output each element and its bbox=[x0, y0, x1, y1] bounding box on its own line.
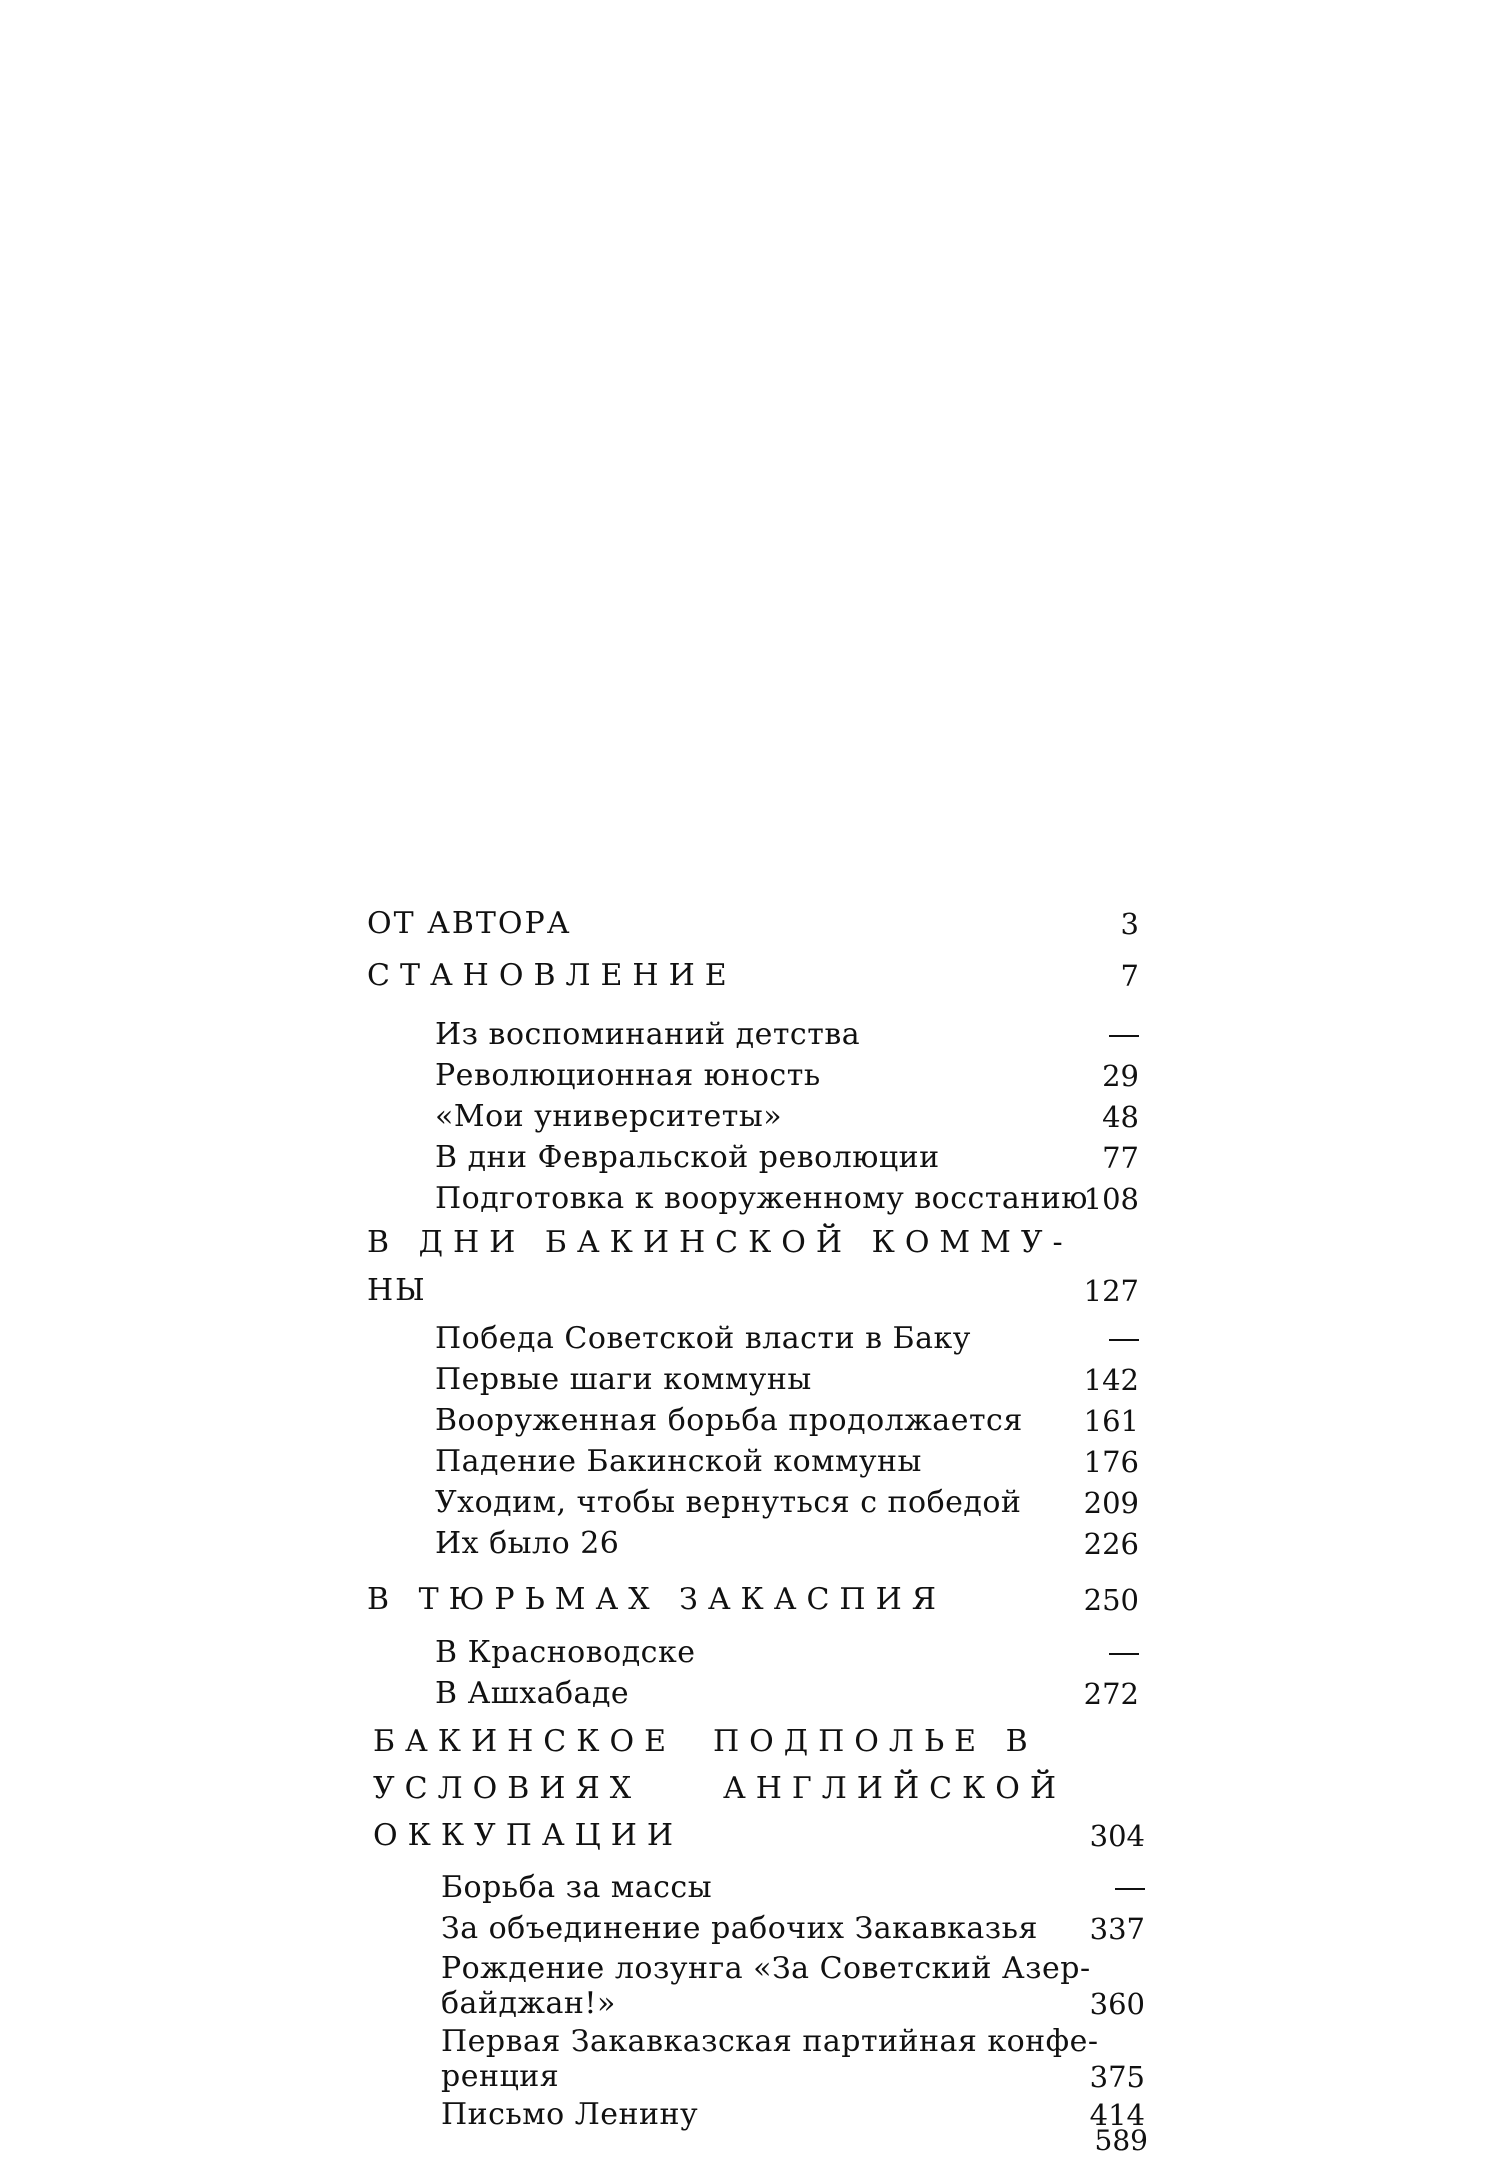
toc-section-page: 7 bbox=[1120, 959, 1139, 993]
toc-item-dash bbox=[1115, 1874, 1145, 1903]
page-number: 589 bbox=[1094, 2124, 1148, 2157]
toc-item-dash bbox=[1109, 1639, 1139, 1668]
toc-section-stanovlenie bbox=[367, 951, 1139, 991]
toc-item bbox=[435, 1051, 1139, 1091]
toc-item-line2 bbox=[441, 2052, 1145, 2092]
toc-section-zakaspiya bbox=[367, 1575, 1139, 1615]
toc-item-title: Подготовка к вооруженному восстанию bbox=[435, 1181, 1088, 1216]
toc-item bbox=[441, 1863, 1145, 1903]
toc-item-title: ренция bbox=[441, 2059, 560, 2094]
toc-item-page: 77 bbox=[1102, 1141, 1139, 1175]
toc-item-title: В дни Февральской революции bbox=[435, 1140, 940, 1175]
toc-item-title: Их было 26 bbox=[435, 1526, 620, 1561]
toc-item-page: 48 bbox=[1102, 1100, 1139, 1134]
toc-item bbox=[435, 1355, 1139, 1395]
toc-section-podpolye-line3 bbox=[373, 1811, 1145, 1851]
toc-item-page: 272 bbox=[1083, 1677, 1139, 1711]
toc-item-title: Рождение лозунга «За Советский Азер- bbox=[441, 1951, 1091, 1986]
toc-entry-title: ОТ АВТОРА bbox=[367, 906, 572, 941]
toc-section-podpolye-line2 bbox=[373, 1764, 1145, 1804]
toc-entry-page: 3 bbox=[1120, 907, 1139, 941]
toc-item-page: 176 bbox=[1083, 1445, 1139, 1479]
toc-section-title: СТАНОВЛЕНИЕ bbox=[367, 958, 737, 993]
toc-item bbox=[435, 1519, 1139, 1559]
toc-section-bakinskaya-kommuna-line2 bbox=[367, 1266, 1139, 1306]
toc-item-page: 209 bbox=[1083, 1486, 1139, 1520]
toc-section-title: В ТЮРЬМАХ ЗАКАСПИЯ bbox=[367, 1582, 946, 1617]
toc-item bbox=[441, 1904, 1145, 1944]
toc-section-podpolye-line1 bbox=[373, 1717, 1145, 1757]
toc-section-title: АНГЛИЙСКОЙ bbox=[723, 1771, 1067, 1806]
toc-item-page: 360 bbox=[1089, 1987, 1145, 2021]
toc-item-title: Первые шаги коммуны bbox=[435, 1362, 812, 1397]
toc-item-title: Первая Закавказская партийная конфе- bbox=[441, 2024, 1099, 2059]
toc-item-line1 bbox=[441, 2017, 1145, 2057]
toc-item bbox=[435, 1437, 1139, 1477]
toc-item bbox=[435, 1669, 1139, 1709]
toc-item-dash bbox=[1109, 1021, 1139, 1050]
toc-item-title: Борьба за массы bbox=[441, 1870, 713, 1905]
toc-item-line2 bbox=[441, 1979, 1145, 2019]
toc-item-title: Вооруженная борьба продолжается bbox=[435, 1403, 1023, 1438]
toc-item-title: В Ашхабаде bbox=[435, 1676, 630, 1711]
toc-section-title: БАКИНСКОЕ bbox=[373, 1724, 676, 1759]
toc-item bbox=[435, 1314, 1139, 1354]
toc-item bbox=[435, 1174, 1139, 1214]
toc-item-title: Из воспоминаний детства bbox=[435, 1017, 861, 1052]
toc-item bbox=[435, 1010, 1139, 1050]
toc-section-page: 127 bbox=[1083, 1274, 1139, 1308]
toc-item-title: Уходим, чтобы вернуться с победой bbox=[435, 1485, 1022, 1520]
toc-item bbox=[435, 1092, 1139, 1132]
toc-item bbox=[435, 1133, 1139, 1173]
toc-item-page: 142 bbox=[1083, 1363, 1139, 1397]
toc-item-title: «Мои университеты» bbox=[435, 1099, 783, 1134]
toc-item bbox=[441, 2090, 1145, 2130]
toc-item-page: 414 bbox=[1089, 2098, 1145, 2132]
toc-item bbox=[435, 1396, 1139, 1436]
toc-item-title: Письмо Ленину bbox=[441, 2097, 699, 2132]
toc-item-title: Победа Советской власти в Баку bbox=[435, 1321, 971, 1356]
toc-section-bakinskaya-kommuna-line1 bbox=[367, 1218, 1139, 1258]
toc-item-page: 375 bbox=[1089, 2060, 1145, 2094]
toc-item-page: 226 bbox=[1083, 1527, 1139, 1561]
toc-item-title: В Красноводске bbox=[435, 1635, 696, 1670]
toc-item-dash bbox=[1109, 1325, 1139, 1354]
toc-entry-ot-avtora bbox=[367, 899, 1139, 939]
toc-item-title: За объединение рабочих Закавказья bbox=[441, 1911, 1038, 1946]
toc-section-title: НЫ bbox=[367, 1273, 427, 1308]
toc-item bbox=[435, 1478, 1139, 1518]
toc-section-page: 304 bbox=[1089, 1819, 1145, 1853]
toc-section-title: ОККУПАЦИИ bbox=[373, 1818, 684, 1853]
toc-item-title: Революционная юность bbox=[435, 1058, 821, 1093]
toc-item-title: Падение Бакинской коммуны bbox=[435, 1444, 922, 1479]
toc-item-page: 161 bbox=[1083, 1404, 1139, 1438]
toc-section-page: 250 bbox=[1083, 1583, 1139, 1617]
toc-item-page: 29 bbox=[1102, 1059, 1139, 1093]
toc-item-title: байджан!» bbox=[441, 1986, 616, 2021]
toc-item-page: 337 bbox=[1089, 1912, 1145, 1946]
toc-section-title: УСЛОВИЯХ bbox=[373, 1771, 642, 1806]
toc-item bbox=[435, 1628, 1139, 1668]
toc-item-line1 bbox=[441, 1944, 1145, 1984]
toc-section-title: В ДНИ БАКИНСКОЙ КОММУ- bbox=[367, 1225, 1073, 1260]
toc-section-title: ПОДПОЛЬЕ В bbox=[713, 1724, 1038, 1759]
toc-item-page: 108 bbox=[1083, 1182, 1139, 1216]
